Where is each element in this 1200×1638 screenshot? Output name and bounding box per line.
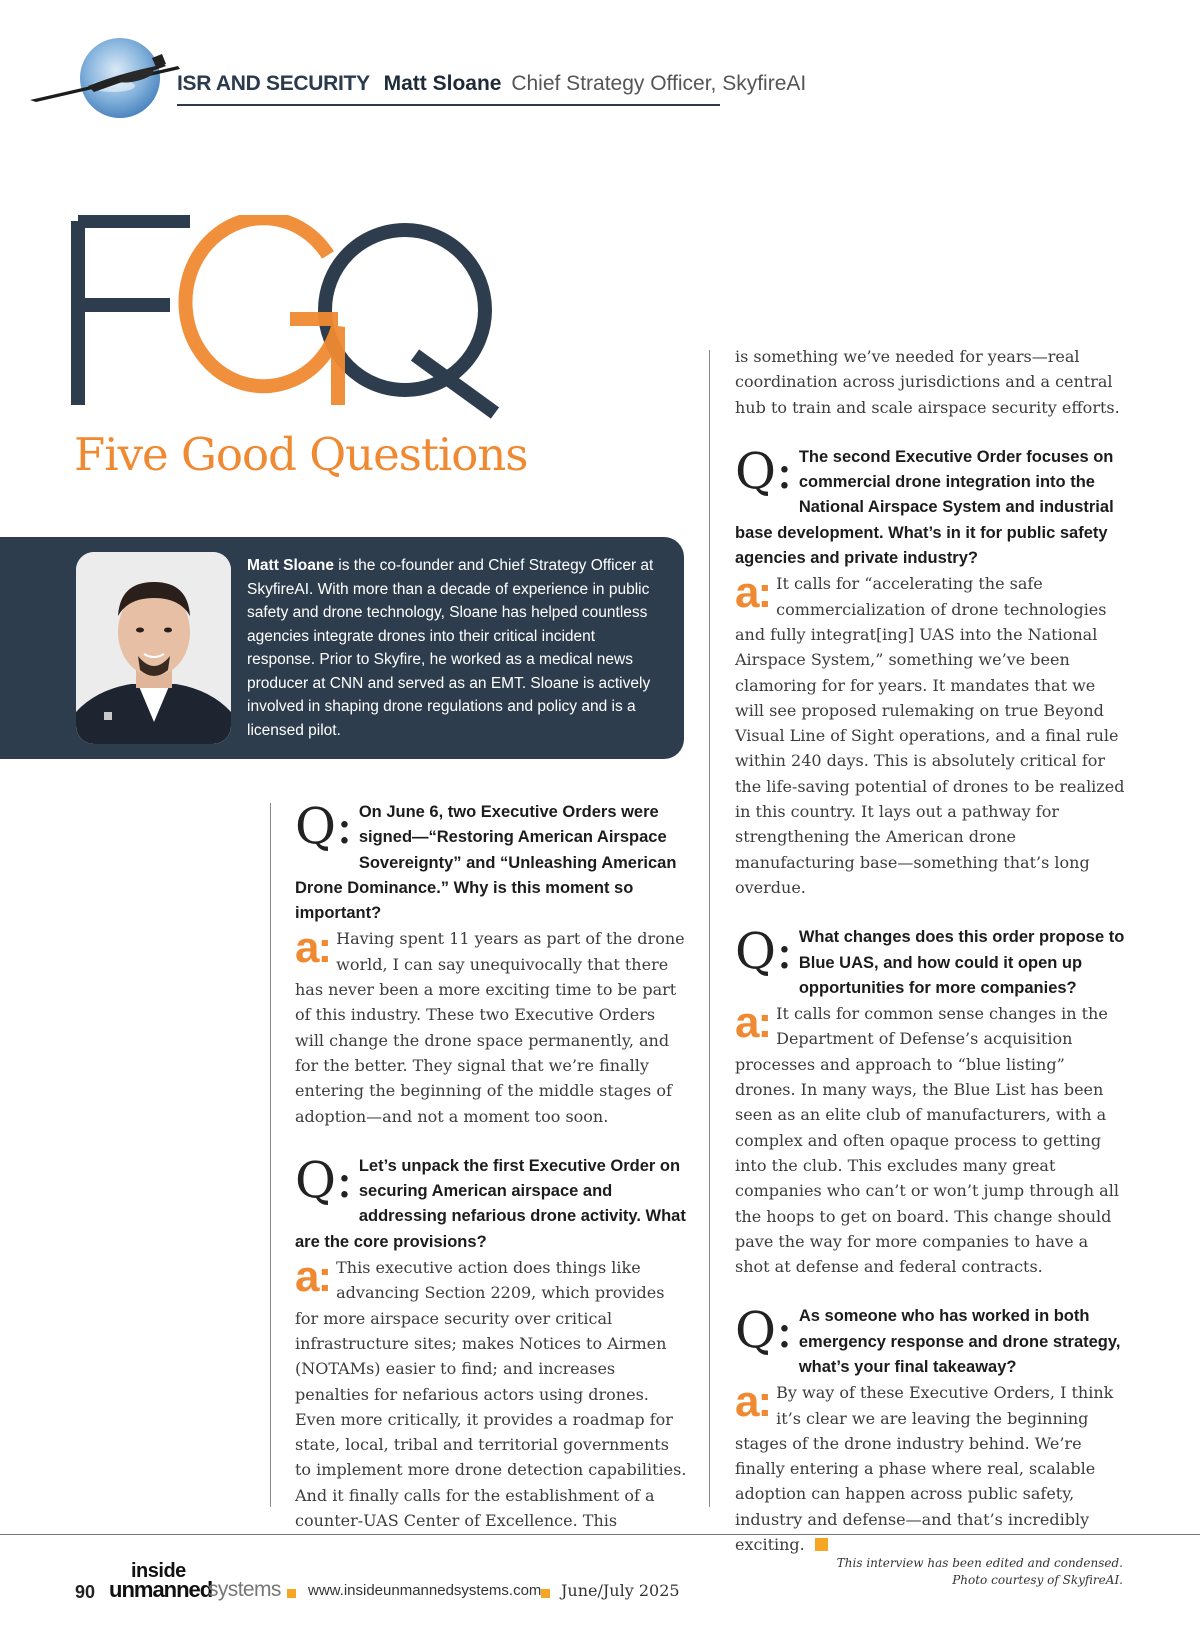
logo-unmanned: unmanned <box>109 1577 213 1602</box>
footer-separator-icon <box>541 1589 550 1598</box>
author-name: Matt Sloane <box>383 72 502 95</box>
letter-g <box>185 218 338 405</box>
qa-item <box>735 1301 1127 1557</box>
letter-f <box>78 221 190 405</box>
question <box>735 922 1127 1001</box>
answer <box>295 923 688 1128</box>
question-marker: Q: <box>295 797 353 855</box>
answer-marker: a: <box>295 923 331 973</box>
question-text: The second Executive Order focuses on commercial drone integration into the National Airspace System and industrial base development. What’s in it for public safety agencies and private industry? <box>735 447 1114 568</box>
logo-inside: inside <box>131 1560 186 1582</box>
question-text: Let’s unpack the first Executive Order on securing American airspace and addressing nefarious drone activity. What are the core provisions? <box>295 1156 686 1251</box>
qa-item <box>295 797 688 1129</box>
question-marker: Q: <box>735 922 793 981</box>
column-rule-right <box>709 350 710 1507</box>
column-rule-left <box>270 803 271 1507</box>
question <box>295 1150 688 1255</box>
question <box>295 797 688 926</box>
answer-marker: a: <box>295 1252 331 1302</box>
photo-credit: Photo courtesy of SkyfireAI. <box>952 1573 1123 1587</box>
answer-text: This executive action does things like advancing Section 2209, which provides for more airspace security over critical infrastructure sites; makes Notices to Airmen (NOTAMs) easier to find; and increases penalties for nefarious actors using drones. Even more critically, it provides a roadmap for state, local, tribal and territorial governments to implement more drone detection capabilities. And it finally calls for the establishment of a counter-UAS Center of Excellence. This <box>295 1258 687 1531</box>
answer <box>735 998 1127 1279</box>
fgq-logo <box>70 215 530 445</box>
bio-name: Matt Sloane <box>247 557 334 574</box>
website-url[interactable]: www.insideunmannedsystems.com <box>308 1582 542 1599</box>
answer <box>735 568 1127 900</box>
question-marker: Q: <box>735 1301 793 1360</box>
answer-marker: a: <box>735 1377 771 1427</box>
author-role: Chief Strategy Officer, SkyfireAI <box>511 72 807 95</box>
answer <box>735 1377 1127 1557</box>
answer-continued: is something we’ve needed for years—real coordination across jurisdictions and a central hub to train and scale airspace security efforts. <box>735 347 1120 417</box>
bio-body: is the co-founder and Chief Strategy Officer at SkyfireAI. With more than a decade of experience in public safety and drone technology, Sloane has helped countless agencies integrate drones into their critical incident response. Prior to Skyfire, he worked as a medical news producer at CNN and served as an EMT. Sloane is actively involved in shaping drone regulations and policy and is a licensed pilot. <box>247 557 654 739</box>
answer <box>295 1252 688 1533</box>
answer-marker: a: <box>735 998 771 1048</box>
end-mark-icon <box>815 1538 828 1551</box>
question-text: What changes does this order propose to Blue UAS, and how could it open up opportunities for more companies? <box>798 928 1125 997</box>
answer-text: It calls for “accelerating the safe commercialization of drone technologies and fully integrat[ing] UAS into the National Airspace System,” something we’ve been clamoring for for years. It mandates that we will see proposed rulemaking on true Beyond Visual Line of Sight operations, and a final rule within 240 days. This is absolutely critical for the life-saving potential of drones to be realized in this country. It lays out a pathway for strengthening the American drone manufacturing base—something that’s long overdue. <box>735 574 1125 897</box>
qa-item <box>295 1150 688 1533</box>
fgq-subtitle: Five Good Questions <box>74 428 528 481</box>
footer-divider <box>0 1534 1200 1535</box>
column-right <box>735 344 1127 1557</box>
drone-globe-icon <box>28 36 188 124</box>
section-label: ISR AND SECURITY <box>177 72 370 95</box>
question-marker: Q: <box>295 1150 353 1209</box>
header-byline <box>177 72 806 96</box>
letter-q <box>325 230 485 390</box>
question-text: On June 6, two Executive Orders were signed—“Restoring American Airspace Sovereignty” and “Unleashing American Drone Dominance.” Why is this moment so important? <box>295 803 677 923</box>
answer-marker: a: <box>735 568 771 618</box>
question <box>735 441 1127 571</box>
column-left <box>295 797 688 1533</box>
credits <box>837 1555 1123 1589</box>
answer-text: By way of these Executive Orders, I think it’s clear we are leaving the beginning stages of the drone industry behind. We’re finally entering a phase where real, scalable adoption can happen across public safety, industry and defense—and that’s incredibly exciting. <box>735 1383 1114 1555</box>
header-divider <box>177 104 720 106</box>
edited-note: This interview has been edited and condensed. <box>836 1556 1123 1570</box>
answer-text: It calls for common sense changes in the Department of Defense’s acquisition processes and approach to “blue listing” drones. In many ways, the Blue List has been seen as an elite club of manufacturers, with a complex and often opaque process to getting into the club. This excludes many great companies who can’t or won’t jump through all the hoops to get on board. This change should pave the way for more companies to have a shot at defense and federal contracts. <box>735 1004 1119 1277</box>
author-photo <box>76 552 231 744</box>
question-text: As someone who has worked in both emergency response and drone strategy, what’s your final takeaway? <box>798 1307 1121 1376</box>
footer-separator-icon <box>287 1589 296 1598</box>
bio-text <box>247 554 667 742</box>
answer-text: Having spent 11 years as part of the drone world, I can say unequivocally that there has never been a more exciting time to be part of this industry. These two Executive Orders will change the drone space permanently, and for the better. They signal that we’re finally entering the beginning of the middle stages of adoption—and not a moment too soon. <box>295 929 685 1126</box>
qa-item <box>735 441 1127 900</box>
qa-item <box>735 922 1127 1279</box>
question <box>735 1301 1127 1380</box>
question-marker: Q: <box>735 441 793 500</box>
logo-systems: systems <box>208 1578 281 1601</box>
page-number: 90 <box>75 1582 96 1602</box>
issue-date: June/July 2025 <box>561 1581 680 1600</box>
